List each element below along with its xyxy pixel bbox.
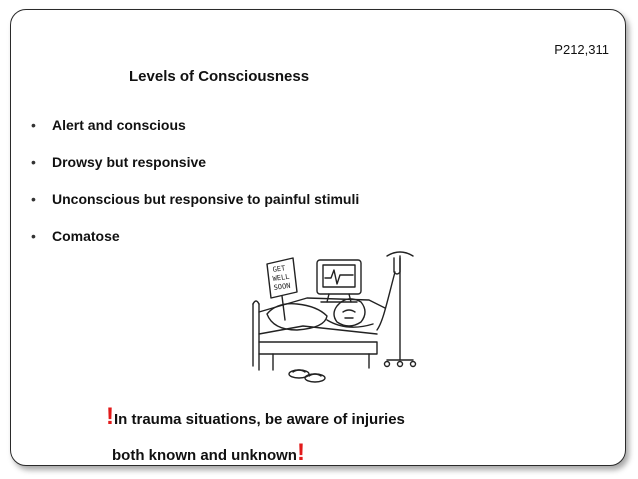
slippers-drawing	[289, 370, 325, 382]
bullet-dot: •	[31, 228, 36, 244]
exclamation-mark: !	[106, 403, 114, 430]
bullet-dot: •	[31, 154, 36, 170]
note-line-1	[106, 400, 405, 436]
slide-title: Levels of Consciousness	[129, 68, 310, 85]
sign-line: GET	[272, 264, 286, 274]
slide-frame	[10, 9, 626, 466]
sign-line: WELL	[272, 272, 290, 283]
get-well-sign-drawing	[267, 258, 297, 320]
iv-stand-drawing	[377, 252, 416, 367]
bullet-text: Drowsy but responsive	[52, 154, 207, 170]
exclamation-mark: !	[296, 439, 305, 466]
bullet-text: Alert and conscious	[52, 117, 186, 133]
bullet-dot: •	[31, 117, 36, 133]
page-reference: P212,311	[554, 42, 609, 57]
note-text-1: In trauma situations, be aware of injuries	[114, 411, 405, 428]
note-text-2: both known and unknown	[112, 447, 297, 464]
note-line-2	[106, 436, 405, 472]
bullet-text: Unconscious but responsive to painful stimuli	[52, 191, 360, 207]
bullet-item	[28, 152, 359, 189]
bullet-text: Comatose	[52, 228, 120, 244]
heart-monitor-drawing	[317, 260, 361, 302]
bed-drawing	[253, 298, 385, 370]
hospital-bed-cartoon	[237, 242, 431, 390]
bullet-dot: •	[31, 191, 36, 207]
trauma-note	[106, 400, 405, 472]
bullet-item	[28, 115, 359, 152]
bullet-list	[28, 115, 359, 263]
sign-line: SOON	[273, 281, 291, 292]
bullet-item	[28, 189, 359, 226]
